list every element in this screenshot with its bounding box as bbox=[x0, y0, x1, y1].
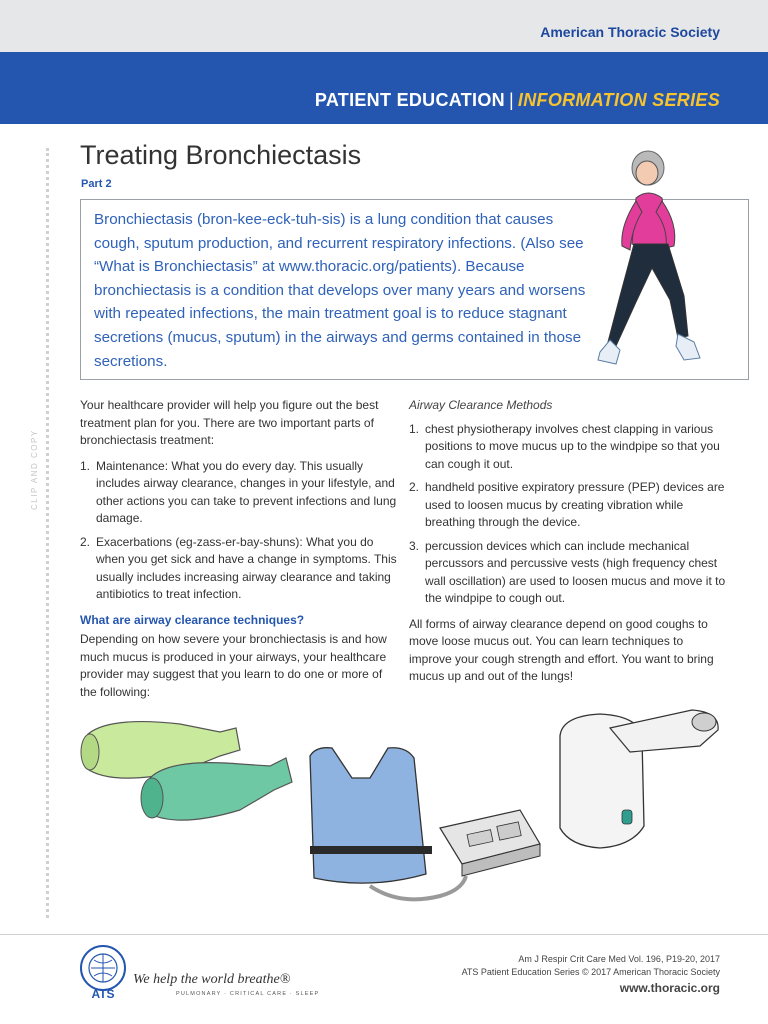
methods-heading: Airway Clearance Methods bbox=[409, 398, 553, 412]
list-number: 3. bbox=[409, 538, 420, 553]
left-second-paragraph: Depending on how severe your bronchiectasis is and how much mucus is produced in your airways, your healthcare provider may suggest that you learn to do one or more of the following: bbox=[80, 632, 387, 699]
part-label: Part 2 bbox=[81, 178, 112, 190]
series-separator: | bbox=[508, 90, 514, 110]
footer-divider bbox=[0, 934, 768, 935]
list-text: handheld positive expiratory pressure (PEP) devices are used to loosen mucus by creating vibration while breathing through the device. bbox=[425, 480, 725, 529]
ats-seal-logo-icon bbox=[76, 944, 130, 1000]
nebulizer-device-icon bbox=[560, 710, 718, 848]
series-sub: INFORMATION SERIES bbox=[517, 90, 720, 110]
airway-devices-illustration bbox=[70, 706, 750, 916]
list-item bbox=[80, 534, 398, 604]
right-column bbox=[409, 397, 727, 694]
list-number: 1. bbox=[80, 458, 91, 473]
website-link[interactable]: www.thoracic.org bbox=[619, 981, 720, 995]
list-number: 2. bbox=[80, 534, 91, 549]
right-closing-paragraph: All forms of airway clearance depend on good coughs to move loose mucus out. You can learn techniques to improve your cough strength and effort. You want to bring mucus up and out of the lungs! bbox=[409, 616, 714, 683]
left-intro-paragraph: Your healthcare provider will help you figure out the best treatment plan for you. There are two important parts of bronchiectasis treatment: bbox=[80, 398, 379, 447]
page-title: Treating Bronchiectasis bbox=[80, 140, 362, 170]
list-text: Exacerbations (eg-zass-er-bay-shuns): What you do when you get sick and have a change in symptoms. This usually includes increasing airway clearance and taking antibiotics to treat infection. bbox=[96, 534, 397, 601]
clip-dotted-line bbox=[46, 148, 49, 918]
list-number: 2. bbox=[409, 480, 420, 494]
ats-specialties: PULMONARY · CRITICAL CARE · SLEEP bbox=[176, 991, 320, 997]
left-column bbox=[80, 397, 398, 709]
citation bbox=[462, 953, 720, 979]
list-number: 1. bbox=[409, 421, 420, 436]
section-subheading: What are airway clearance techniques? bbox=[80, 612, 305, 627]
clip-and-copy-label: CLIP AND COPY bbox=[30, 429, 39, 510]
list-item bbox=[409, 538, 727, 608]
list-item bbox=[409, 479, 727, 532]
list-text: chest physiotherapy involves chest clapping in various positions to move mucus up to the windpipe so that you can cough it out. bbox=[425, 421, 720, 471]
vest-generator-icon bbox=[440, 810, 540, 876]
intro-text: Bronchiectasis (bron-kee-eck-tuh-sis) is a lung condition that causes cough, sputum production, and recurrent respiratory infections. (Also see “What is Bronchiectasis” at www.thoracic.org/patients). Because bronchiectasis is a condition that develops over many years and worsens with repeated infections, the main treatment goal is to reduce stagnant secretions (mucus, sputum) in the airways and germs contained in those secretions. bbox=[94, 211, 586, 370]
list-text: Maintenance: What you do every day. This usually includes airway clearance, changes in your lifestyle, and other actions you can take to prevent infections and lung damage. bbox=[96, 458, 397, 525]
methods-list bbox=[409, 421, 727, 608]
list-text: percussion devices which can include mechanical percussors and percussive vests (high frequency chest wall oscillation) are used to loosen mucus and move it to the windpipe to cough out. bbox=[425, 538, 726, 605]
ats-tagline: We help the world breathe® bbox=[133, 972, 291, 987]
citation-journal: Am J Respir Crit Care Med Vol. 196, P19-20, 2017 bbox=[518, 954, 720, 964]
walking-woman-illustration bbox=[590, 146, 710, 376]
citation-copyright: ATS Patient Education Series © 2017 American Thoracic Society bbox=[461, 967, 720, 977]
series-main: PATIENT EDUCATION bbox=[314, 90, 505, 110]
list-item bbox=[80, 458, 398, 528]
list-item bbox=[409, 421, 727, 474]
ats-logo-text: ATS bbox=[91, 987, 115, 1000]
society-name: American Thoracic Society bbox=[540, 24, 720, 40]
treatment-parts-list bbox=[80, 458, 398, 604]
blue-header-band bbox=[0, 52, 768, 124]
percussive-vest-icon bbox=[310, 748, 466, 900]
series-heading bbox=[315, 90, 720, 111]
